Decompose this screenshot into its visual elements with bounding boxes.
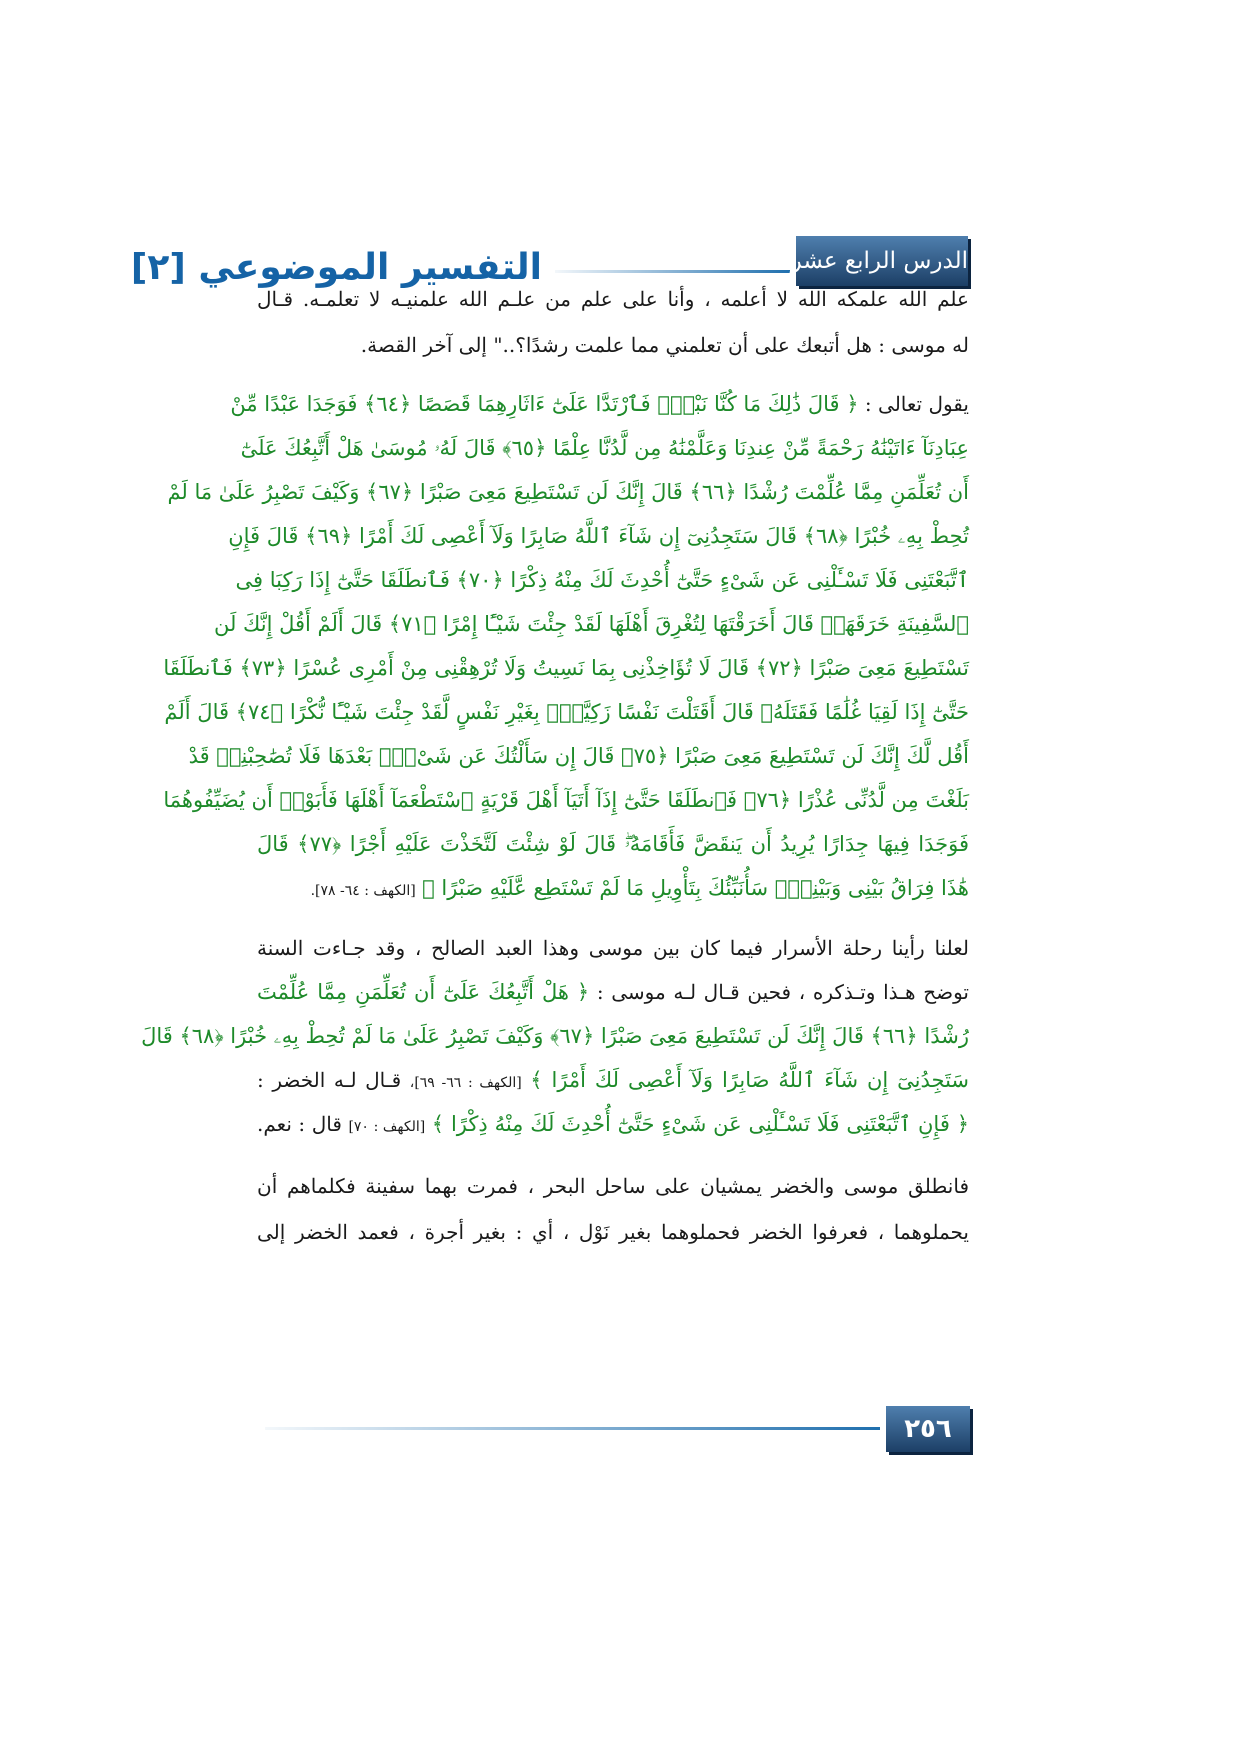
- paragraph-2-line-2: [257, 968, 969, 1016]
- paragraph-2-line-4: [257, 1056, 969, 1104]
- paragraph-1-line-2: له موسى : هل أتبعك على أن تعلمني مما علمت رشدًا؟.." إلى آخر القصة.: [360, 333, 969, 357]
- paragraph-3-line-1: فانطلق موسى والخضر يمشيان على ساحل البحر ، فمرت بهما سفينة فكلماهم أن: [257, 1174, 969, 1198]
- paragraph-2-line-5: [257, 1100, 969, 1148]
- quran-citation: [الكهف : ٦٤- ٧٨].: [310, 883, 416, 899]
- paragraph-2-quran: ﴿ فَإِنِ ٱتَّبَعْتَنِى فَلَا تَسْـَٔلْنِى عَن شَىْءٍ حَتَّىٰٓ أُحْدِثَ لَكَ مِنْهُ ذِكْرًا ﴾: [431, 1112, 970, 1136]
- paragraph-2-text: قـال لـه الخضر :: [257, 1068, 402, 1092]
- quran-line-5: ٱتَّبَعْتَنِى فَلَا تَسْـَٔلْنِى عَن شَىْءٍ حَتَّىٰٓ أُحْدِثَ لَكَ مِنْهُ ذِكْرًا ﴿٧٠﴾ فَٱنطَلَقَا حَتَّىٰٓ إِذَا رَكِبَا فِى: [235, 568, 969, 592]
- quran-line-2: عِبَادِنَآ ءَاتَيْنَٰهُ رَحْمَةً مِّنْ عِندِنَا وَعَلَّمْنَٰهُ مِن لَّدُنَّا عِلْمًا ﴿٦٥﴾ قَالَ لَهُۥ مُوسَىٰ هَلْ أَتَّبِعُكَ عَلَىٰٓ: [240, 436, 969, 460]
- book-title: التفسير الموضوعي [٢]: [130, 247, 542, 288]
- quran-line-11: فَوَجَدَا فِيهَا جِدَارًا يُرِيدُ أَن يَنقَضَّ فَأَقَامَهُۥۖ قَالَ لَوْ شِئْتَ لَتَّخَذْتَ عَلَيْهِ أَجْرًا ﴿٧٧﴾ قَالَ: [257, 832, 969, 856]
- paragraph-2-quran: سَتَجِدُنِىٓ إِن شَآءَ ٱللَّهُ صَابِرًا وَلَآ أَعْصِى لَكَ أَمْرًا ﴾: [530, 1068, 970, 1092]
- footer-divider: [265, 1427, 880, 1430]
- paragraph-2-citation: [الكهف : ٦٦- ٦٩]،: [409, 1075, 522, 1091]
- paragraph-2-line-1: لعلنا رأينا رحلة الأسرار فيما كان بين موسى وهذا العبد الصالح ، وقد جـاءت السنة: [257, 936, 969, 960]
- quran-line-12: [257, 864, 969, 912]
- paragraph-1-line-1: علم الله علمكه الله لا أعلمه ، وأنا على علم من علـم الله علمنيـه لا تعلمـه. قـال: [257, 287, 969, 311]
- paragraph-2-text: قال : نعم.: [257, 1112, 342, 1136]
- quran-line-10: بَلَغْتَ مِن لَّدُنِّى عُذْرًا ﴿٧٦﴾ فَٱنطَلَقَا حَتَّىٰٓ إِذَآ أَتَيَآ أَهْلَ قَرْيَةٍ ٱسْتَطْعَمَآ أَهْلَهَا فَأَبَوْا۟ أَن يُضَيِّفُوهُمَا: [163, 788, 969, 812]
- quran-intro: يقول تعالى :: [864, 392, 969, 416]
- quran-line-8: حَتَّىٰٓ إِذَا لَقِيَا غُلَٰمًا فَقَتَلَهُۥ قَالَ أَقَتَلْتَ نَفْسًا زَكِيَّةًۢ بِغَيْرِ نَفْسٍ لَّقَدْ جِئْتَ شَيْـًٔا نُّكْرًا ﴿٧٤﴾ قَالَ أَلَمْ: [164, 700, 969, 724]
- quran-line-1: [230, 380, 969, 428]
- quran-line-7: تَسْتَطِيعَ مَعِىَ صَبْرًا ﴿٧٢﴾ قَالَ لَا تُؤَاخِذْنِى بِمَا نَسِيتُ وَلَا تُرْهِقْنِى مِنْ أَمْرِى عُسْرًا ﴿٧٣﴾ فَٱنطَلَقَا: [163, 656, 969, 680]
- quran-verse-text: هَٰذَا فِرَاقُ بَيْنِى وَبَيْنِكَۚ سَأُنَبِّئُكَ بِتَأْوِيلِ مَا لَمْ تَسْتَطِع عَّلَيْهِ صَبْرًا ﴾: [422, 876, 969, 900]
- quran-verse-text: ﴿ قَالَ ذَٰلِكَ مَا كُنَّا نَبْغِۚ فَٱرْتَدَّا عَلَىٰٓ ءَاثَارِهِمَا قَصَصًا ﴿٦٤﴾ فَوَجَدَا عَبْدًا مِّنْ: [230, 392, 859, 416]
- quran-line-3: أَن تُعَلِّمَنِ مِمَّا عُلِّمْتَ رُشْدًا ﴿٦٦﴾ قَالَ إِنَّكَ لَن تَسْتَطِيعَ مَعِىَ صَبْرًا ﴿٦٧﴾ وَكَيْفَ تَصْبِرُ عَلَىٰ مَا لَمْ: [167, 480, 969, 504]
- paragraph-2-citation: [الكهف : ٧٠]: [348, 1119, 426, 1135]
- quran-line-9: أَقُل لَّكَ إِنَّكَ لَن تَسْتَطِيعَ مَعِىَ صَبْرًا ﴿٧٥﴾ قَالَ إِن سَأَلْتُكَ عَن شَىْءٍۭ بَعْدَهَا فَلَا تُصَٰحِبْنِىۖ قَدْ: [188, 744, 969, 768]
- paragraph-2-quran: ﴿ هَلْ أَتَّبِعُكَ عَلَىٰٓ أَن تُعَلِّمَنِ مِمَّا عُلِّمْتَ: [257, 980, 590, 1004]
- paragraph-2-text: توضح هـذا وتـذكره ، فحين قـال لـه موسى :: [596, 980, 970, 1004]
- paragraph-3-line-2: يحملوهما ، فعرفوا الخضر فحملوهما بغير نَوْل ، أي : بغير أجرة ، فعمد الخضر إلى: [257, 1220, 969, 1244]
- header-divider: [555, 270, 790, 273]
- quran-line-6: ٱلسَّفِينَةِ خَرَقَهَاۖ قَالَ أَخَرَقْتَهَا لِتُغْرِقَ أَهْلَهَا لَقَدْ جِئْتَ شَيْـًٔا إِمْرًا ﴿٧١﴾ قَالَ أَلَمْ أَقُلْ إِنَّكَ لَن: [213, 612, 969, 636]
- lesson-label: الدرس الرابع عشر: [796, 236, 968, 286]
- paragraph-2-line-3: رُشْدًا ﴿٦٦﴾ قَالَ إِنَّكَ لَن تَسْتَطِيعَ مَعِىَ صَبْرًا ﴿٦٧﴾ وَكَيْفَ تَصْبِرُ عَلَىٰ مَا لَمْ تُحِطْ بِهِۦ خُبْرًا ﴿٦٨﴾ قَالَ: [141, 1024, 969, 1048]
- quran-line-4: تُحِطْ بِهِۦ خُبْرًا ﴿٦٨﴾ قَالَ سَتَجِدُنِىٓ إِن شَآءَ ٱللَّهُ صَابِرًا وَلَآ أَعْصِى لَكَ أَمْرًا ﴿٦٩﴾ قَالَ فَإِنِ: [228, 524, 969, 548]
- page-number: ٢٥٦: [886, 1406, 970, 1452]
